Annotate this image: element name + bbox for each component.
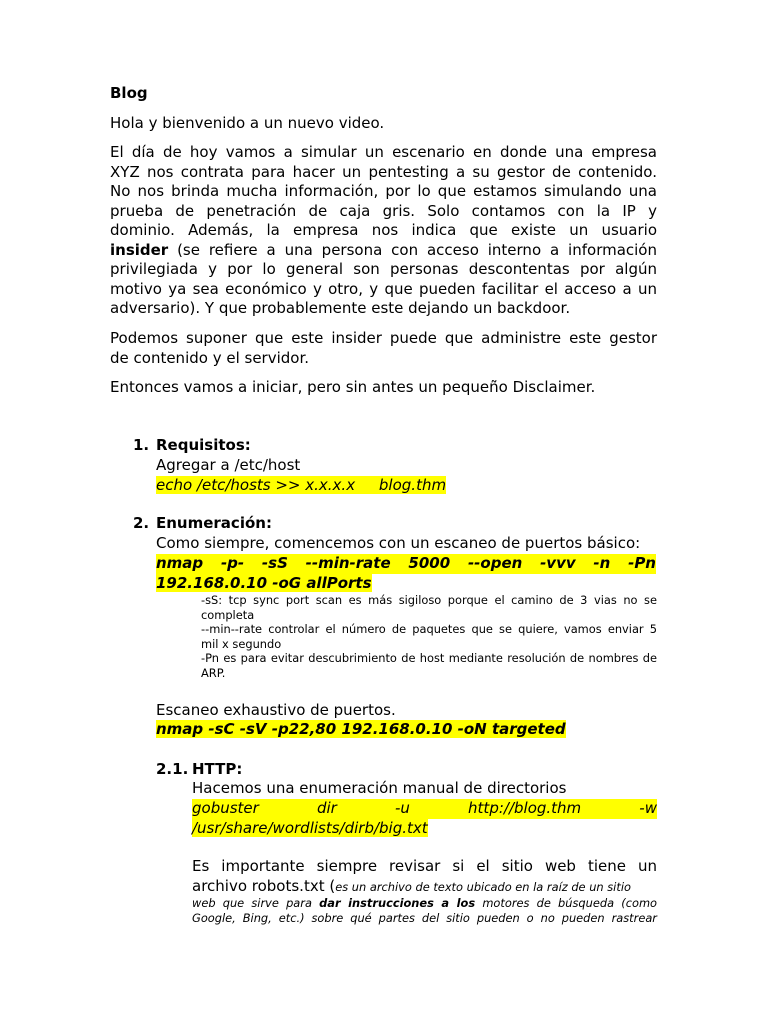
robots-paragraph <box>192 857 657 926</box>
gobuster-command-block <box>192 799 657 838</box>
section-1-heading: Requisitos: <box>156 436 251 454</box>
section-2-1-heading: HTTP: <box>192 760 243 778</box>
gobuster-command-line: gobuster dir -u http://blog.thm -w <box>192 799 657 817</box>
section-1-text: Agregar a /etc/host <box>156 456 301 474</box>
paragraph-line: motivo ya sea económico y otro, y que pueden facilitar el acceso a un <box>110 279 657 298</box>
paragraph-line: El día de hoy vamos a simular un escenario en donde una empresa <box>110 143 657 161</box>
exhaustive-scan-text: Escaneo exhaustivo de puertos. <box>156 701 396 719</box>
section-2-number: 2. <box>133 514 150 532</box>
paragraph-line: de contenido y el servidor. <box>110 348 310 367</box>
nmap-command-block <box>156 554 656 593</box>
paragraph-line: Podemos suponer que este insider puede que administre este gestor <box>110 329 657 347</box>
note-line: -Pn es para evitar descubrimiento de host mediante resolución de nombres de <box>201 651 657 665</box>
nmap-command-line: nmap -p- -sS --min-rate 5000 --open -vvv -n -Pn <box>156 554 656 572</box>
robots-line: web que sirve para dar instrucciones a los motores de búsqueda (como <box>192 896 658 910</box>
intro-paragraph: Hola y bienvenido a un nuevo video. <box>110 114 385 132</box>
gobuster-command-line-2: /usr/share/wordlists/dirb/big.txt <box>192 818 428 837</box>
section-2-1-number: 2.1. <box>156 760 189 778</box>
robots-line: archivo robots.txt (es un archivo de texto ubicado en la raíz de un sitio <box>192 876 631 895</box>
paragraph-insider-admin <box>110 329 657 368</box>
section-2-text: Como siempre, comencemos con un escaneo de puertos básico: <box>156 534 641 552</box>
note-line: -sS: tcp sync port scan es más sigiloso porque el camino de 3 vias no se <box>201 593 657 607</box>
paragraph-line <box>110 241 657 261</box>
insider-term: insider <box>110 240 169 259</box>
note-line: --min--rate controlar el número de paquetes que se quiere, vamos enviar 5 <box>201 622 657 636</box>
paragraph-disclaimer: Entonces vamos a iniciar, pero sin antes un pequeño Disclaimer. <box>110 378 596 396</box>
note-line: completa <box>201 607 255 622</box>
document-title: Blog <box>110 84 148 102</box>
section-2-1-text: Hacemos una enumeración manual de directorios <box>192 779 567 797</box>
note-line: ARP. <box>201 665 226 680</box>
insider-definition: (se refiere a una persona con acceso interno a información <box>168 240 657 259</box>
paragraph-line: prueba de penetración de caja gris. Solo contamos con la IP y <box>110 201 657 220</box>
nmap-targeted-command: nmap -sC -sV -p22,80 192.168.0.10 -oN targeted <box>156 720 566 738</box>
paragraph-line: privilegiada y por lo general son personas descontentas por algún <box>110 260 657 278</box>
section-1-number: 1. <box>133 436 150 454</box>
section-2-heading: Enumeración: <box>156 514 272 532</box>
paragraph-line: XYZ nos contrata para hacer un pentesting a su gestor de contenido. <box>110 162 657 181</box>
hosts-command: echo /etc/hosts >> x.x.x.x blog.thm <box>156 476 447 494</box>
paragraph-scenario <box>110 143 657 319</box>
nmap-command-line-2: 192.168.0.10 -oG allPorts <box>156 573 372 592</box>
paragraph-line: No nos brinda mucha información, por lo que estamos simulando una <box>110 182 657 200</box>
paragraph-line: adversario). Y que probablemente este dejando un backdoor. <box>110 299 571 317</box>
robots-line: Es importante siempre revisar si el sitio web tiene un <box>192 857 657 875</box>
note-line: mil x segundo <box>201 636 282 651</box>
paragraph-line: dominio. Además, la empresa nos indica que existe un usuario <box>110 221 657 239</box>
section-1-code <box>156 476 446 496</box>
nmap-notes <box>201 593 657 680</box>
robots-line: Google, Bing, etc.) sobre qué partes del sitio pueden o no pueden rastrear <box>192 911 657 925</box>
exhaustive-scan-code <box>156 720 566 740</box>
